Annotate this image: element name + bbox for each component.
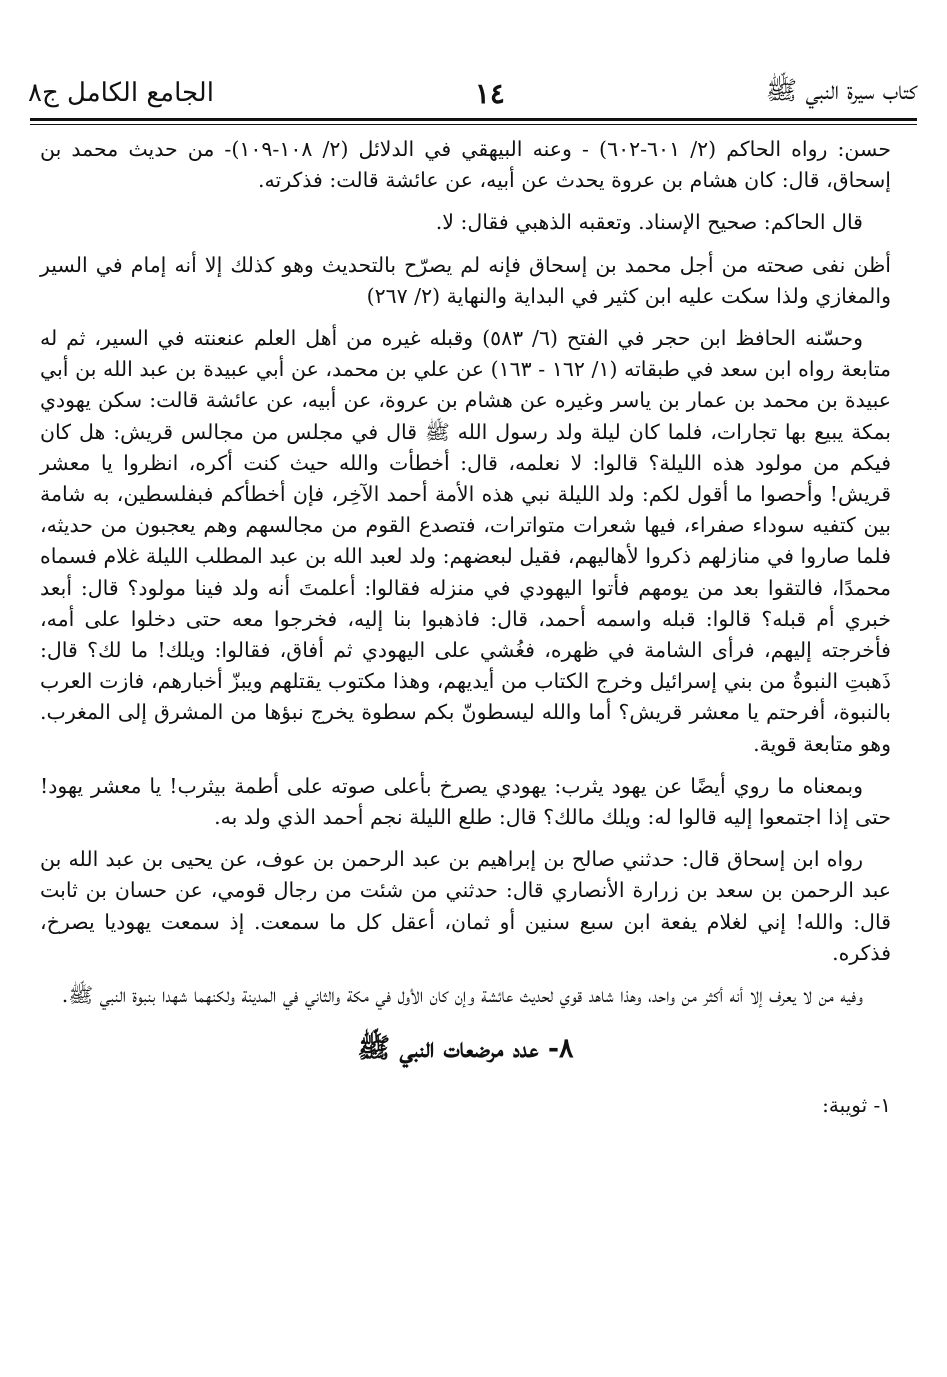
page-body xyxy=(40,134,891,1133)
section-heading: ٨- عدد مرضعات النبي ﷺ xyxy=(357,1033,574,1065)
page-number: ١٤ xyxy=(474,76,505,110)
paragraph: أظن نفى صحته من أجل محمد بن إسحاق فإنه لم يصرّح بالتحديث وهو كذلك إلا أنه إمام في السير والمغازي ولذا سكت عليه ابن كثير في البداية والنهاية (٢/ ٢٦٧) xyxy=(40,252,891,308)
book-title: كتاب سيرة النبي ﷺ xyxy=(765,76,917,106)
paragraph: قال الحاكم: صحيح الإسناد. وتعقبه الذهبي فقال: لا. xyxy=(435,210,863,235)
subheading: ١- ثويبة: xyxy=(822,1093,891,1118)
paragraph: حسن: رواه الحاكم (٢/ ٦٠١-٦٠٢) - وعنه البيهقي في الدلائل (٢/ ١٠٨-١٠٩)- من حديث محمد بن إسحاق، قال: كان هشام بن عروة يحدث عن أبيه، عن عائشة قالت: فذكرته. xyxy=(40,137,891,193)
paragraph: وحسّنه الحافظ ابن حجر في الفتح (٦/ ٥٨٣) وقبله غيره من أهل العلم عنعنته في السير، ثم له متابعة رواه ابن سعد في طبقاته (١/ ١٦٢ - ١٦٣) عن علي بن محمد، عن أبي عبيدة بن عبد الله بن أبي عبيدة بن محمد بن عمار بن ياسر وغيره عن هشام بن عروة، عن أبيه، عن عائشة قالت: سكن يهودي بمكة يبيع بها تجارات، فلما كان ليلة ولد رسول الله ﷺ قال في مجلس من مجالس قريش: هل كان فيكم من مولود هذه الليلة؟ قالوا: لا نعلمه، قال: أخطأت والله حيث كنت أكره، انظروا يا معشر قريش! وأحصوا ما أقول لكم: ولد الليلة نبي هذه الأمة أحمد الآخِر، فإن أخطأكم فبفلسطين، به شامة بين كتفيه سوداء صفراء، فيها شعرات متواترات، فتصدع القوم من مجالسهم وهم يعجبون من حديثه، فلما صاروا في منازلهم ذكروا لأهاليهم، فقيل لبعضهم: ولد لعبد الله بن عبد المطلب الليلة غلام فسماه محمدًا، فالتقوا بعد من يومهم فأتوا اليهودي في منزله فقالوا: أعلمتَ أنه ولد فينا مولود؟ قال: أبعد خبري أم قبله؟ قالوا: قبله واسمه أحمد، قال: فاذهبوا بنا إليه، فخرجوا معه حتى دخلوا على أمه، فأخرجته إليهم، فرأى الشامة في ظهره، فغُشي على اليهودي ثم أفاق، فقالوا: ويلك! ما لك؟ قال: ذَهبتِ النبوةُ من بني إسرائيل وخرج الكتاب من أيديهم، وهذا مكتوب يقتلهم ويبزّ أخبارهم، فازت العرب بالنبوة، أفرحتم يا معشر قريش؟ أما والله ليسطونّ بكم سطوة يخرج نبؤها من المشرق إلى المغرب. وهو متابعة قوية. xyxy=(40,326,892,756)
paragraph: وفيه من لا يعرف إلا أنه أكثر من واحد، وهذا شاهد قوي لحديث عائشة وإن كان الأول في مكة والثاني في المدينة ولكنهما شهدا بنبوة النبي ﷺ. xyxy=(61,983,863,1008)
page-header xyxy=(28,70,917,116)
paragraph: رواه ابن إسحاق قال: حدثني صالح بن إبراهيم بن عبد الرحمن بن عوف، عن يحيى بن عبد الله بن عبد الرحمن بن سعد بن زرارة الأنصاري قال: حدثني من شئت من رجال قومي، عن حسان بن ثابت قال: والله! إني لغلام يفعة ابن سبع سنين أو ثمان، أعقل كل ما سمعت. إذ سمعت يهوديا يصرخ، فذكره. xyxy=(40,847,891,965)
header-rule-thin xyxy=(30,124,917,125)
header-rule-thick xyxy=(30,118,917,121)
series-title: الجامع الكامل ج٨ xyxy=(28,78,214,108)
paragraph: وبمعناه ما روي أيضًا عن يهود يثرب: يهودي يصرخ بأعلى صوته على أطمة بيثرب! يا معشر يهود! حتى إذا اجتمعوا إليه قالوا له: ويلك مالك؟ قال: طلع الليلة نجم أحمد الذي ولد به. xyxy=(40,773,891,830)
